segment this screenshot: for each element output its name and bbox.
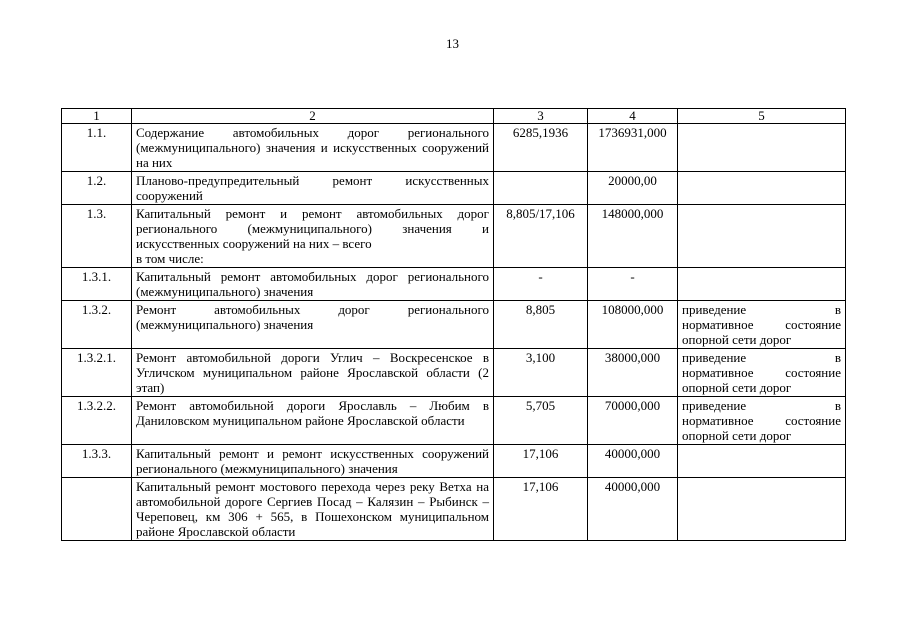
row-length: -	[494, 268, 588, 301]
note-word: приведение	[682, 398, 747, 413]
row-name: Планово-предупредительный ремонт искусственных сооружений	[132, 172, 494, 205]
row-number: 1.3.3.	[62, 445, 132, 478]
row-name: Капитальный ремонт и ремонт искусственных сооружений регионального (межмуниципального) значения	[132, 445, 494, 478]
note-first-line	[682, 302, 841, 317]
row-name: Капитальный ремонт и ремонт автомобильных дорог регионального (межмуниципального) значения и искусственных сооружений на них – всего	[136, 206, 489, 251]
row-length: 3,100	[494, 349, 588, 397]
table-row	[62, 349, 846, 397]
header-cell: 1	[62, 109, 132, 124]
note-word: в	[834, 398, 841, 413]
table-row	[62, 301, 846, 349]
note-rest: нормативное состояние опорной сети дорог	[682, 317, 841, 347]
table-row	[62, 124, 846, 172]
row-number: 1.2.	[62, 172, 132, 205]
row-amount: 1736931,000	[588, 124, 678, 172]
header-cell: 3	[494, 109, 588, 124]
row-length: 17,106	[494, 478, 588, 541]
row-note	[678, 349, 846, 397]
row-name: Содержание автомобильных дорог регионального (межмуниципального) значения и искусственных сооружений на них	[132, 124, 494, 172]
row-length	[494, 172, 588, 205]
note-rest: нормативное состояние опорной сети дорог	[682, 413, 841, 443]
row-name: Ремонт автомобильных дорог регионального (межмуниципального) значения	[132, 301, 494, 349]
table-row	[62, 205, 846, 268]
table-row	[62, 397, 846, 445]
row-number: 1.3.2.1.	[62, 349, 132, 397]
row-amount: 70000,000	[588, 397, 678, 445]
page-number: 13	[446, 36, 459, 51]
row-amount: 40000,000	[588, 478, 678, 541]
note-word: приведение	[682, 302, 747, 317]
row-name-cell	[132, 205, 494, 268]
row-name: Капитальный ремонт автомобильных дорог регионального (межмуниципального) значения	[132, 268, 494, 301]
row-amount: 38000,000	[588, 349, 678, 397]
note-first-line	[682, 350, 841, 365]
note-word: в	[834, 302, 841, 317]
table-header-row	[62, 109, 846, 124]
row-amount: 20000,00	[588, 172, 678, 205]
row-number: 1.3.	[62, 205, 132, 268]
table-row	[62, 445, 846, 478]
row-number: 1.3.2.2.	[62, 397, 132, 445]
row-length: 8,805/17,106	[494, 205, 588, 268]
row-number: 1.3.1.	[62, 268, 132, 301]
row-number: 1.3.2.	[62, 301, 132, 349]
row-name-extra: в том числе:	[136, 251, 204, 266]
row-number: 1.1.	[62, 124, 132, 172]
row-note	[678, 268, 846, 301]
row-note	[678, 397, 846, 445]
row-name: Ремонт автомобильной дороги Углич – Воскресенское в Угличском муниципальном районе Ярославской области (2 этап)	[132, 349, 494, 397]
row-amount: 108000,000	[588, 301, 678, 349]
row-number	[62, 478, 132, 541]
program-table	[61, 108, 846, 541]
row-note	[678, 172, 846, 205]
header-cell: 5	[678, 109, 846, 124]
table-row	[62, 478, 846, 541]
header-cell: 4	[588, 109, 678, 124]
row-name: Капитальный ремонт мостового перехода через реку Ветха на автомобильной дороге Сергиев Посад – Калязин – Рыбинск – Череповец, км 306 + 565, в Пошехонском муниципальном районе Ярославской области	[132, 478, 494, 541]
row-note	[678, 205, 846, 268]
row-amount: 148000,000	[588, 205, 678, 268]
header-cell: 2	[132, 109, 494, 124]
row-note	[678, 445, 846, 478]
row-note	[678, 124, 846, 172]
note-word: приведение	[682, 350, 747, 365]
row-name: Ремонт автомобильной дороги Ярославль – Любим в Даниловском муниципальном районе Ярославской области	[132, 397, 494, 445]
row-amount: 40000,000	[588, 445, 678, 478]
table-row	[62, 172, 846, 205]
row-length: 17,106	[494, 445, 588, 478]
table-row	[62, 268, 846, 301]
row-length: 5,705	[494, 397, 588, 445]
row-amount: -	[588, 268, 678, 301]
note-first-line	[682, 398, 841, 413]
row-length: 6285,1936	[494, 124, 588, 172]
row-note	[678, 301, 846, 349]
note-word: в	[834, 350, 841, 365]
row-note	[678, 478, 846, 541]
note-rest: нормативное состояние опорной сети дорог	[682, 365, 841, 395]
row-length: 8,805	[494, 301, 588, 349]
